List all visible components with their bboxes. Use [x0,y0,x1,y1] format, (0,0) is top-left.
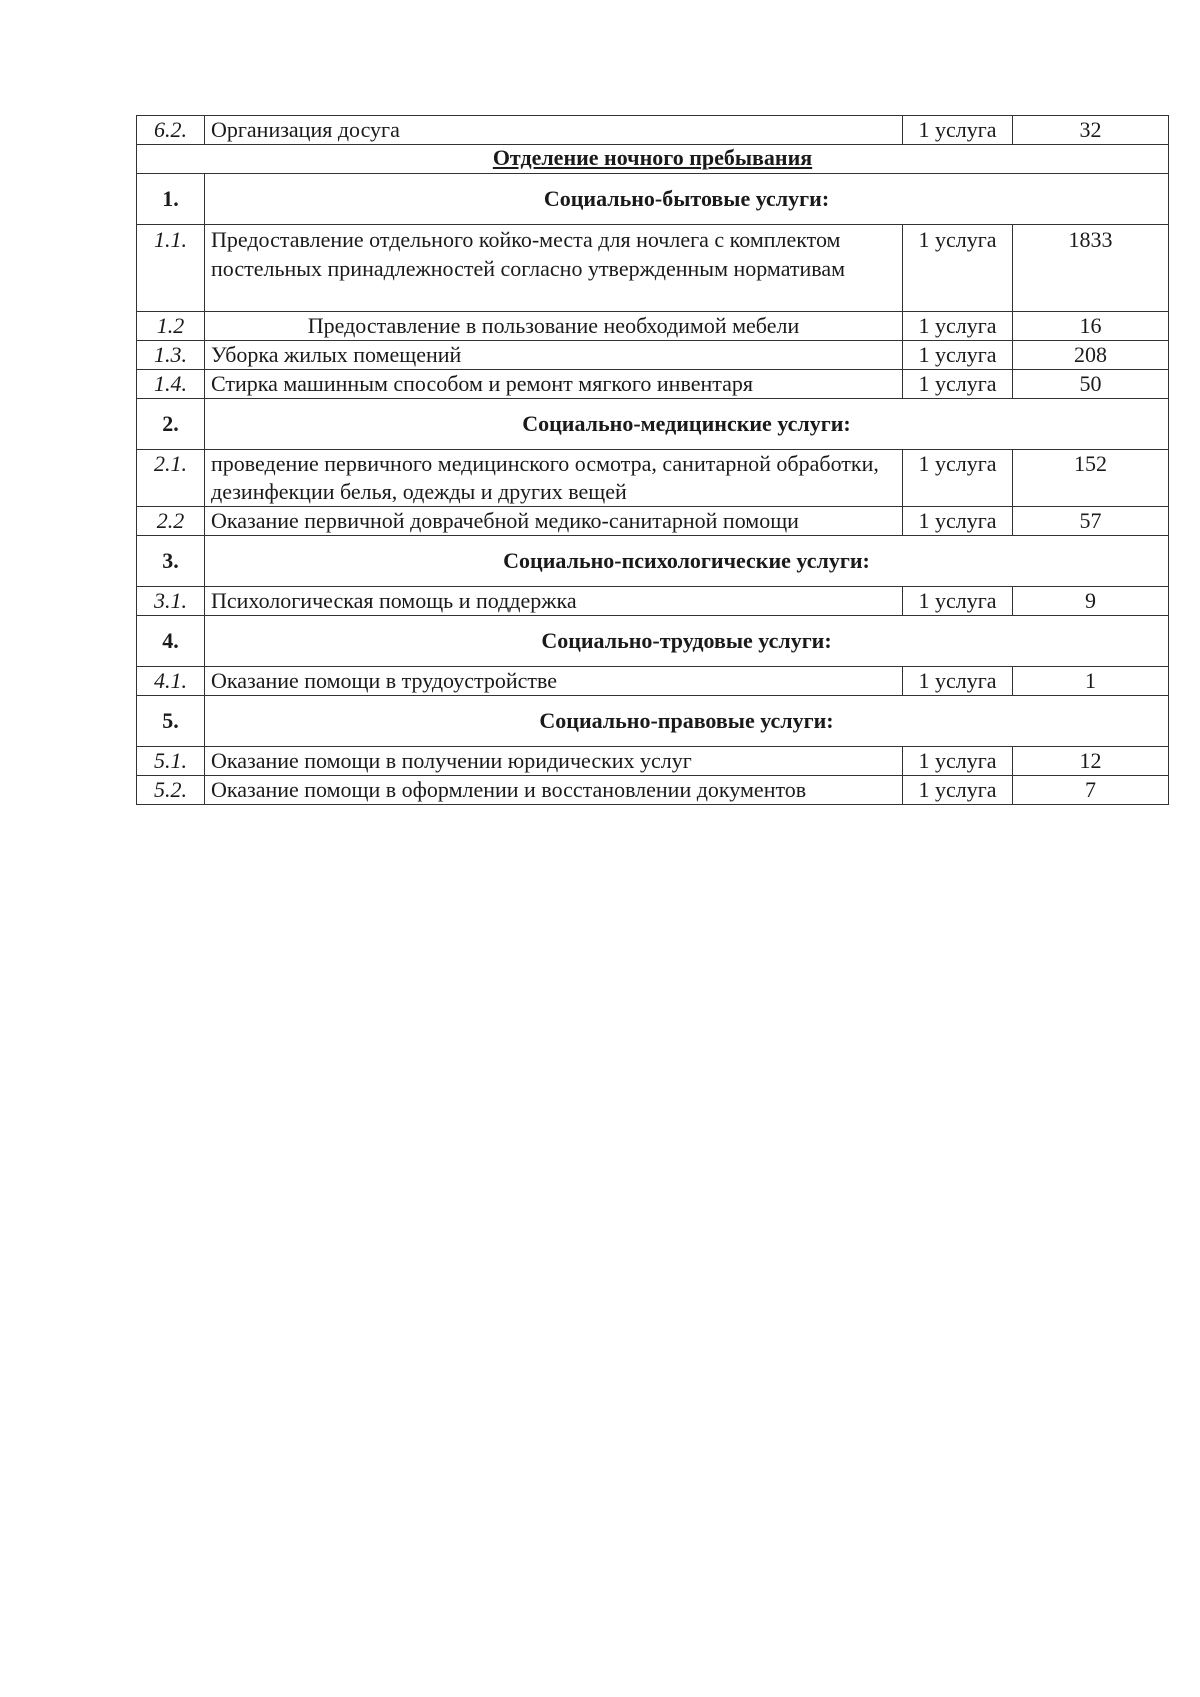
table-row [137,225,1169,312]
row-number: 5.1. [137,747,205,776]
service-quantity: 1 [1013,667,1169,696]
row-number: 1.2 [137,312,205,341]
service-quantity: 16 [1013,312,1169,341]
service-name: Стирка машинным способом и ремонт мягкого инвентаря [205,370,903,399]
section-number: 2. [137,399,205,450]
table-row [137,370,1169,399]
service-unit: 1 услуга [903,312,1013,341]
service-quantity: 208 [1013,341,1169,370]
row-number: 6.2. [137,116,205,145]
service-unit: 1 услуга [903,225,1013,312]
department-title-cell [137,145,1169,174]
table-row [137,116,1169,145]
service-name: Оказание помощи в оформлении и восстановлении документов [205,776,903,805]
section-number: 1. [137,174,205,225]
service-unit: 1 услуга [903,116,1013,145]
service-name: Оказание помощи в получении юридических услуг [205,747,903,776]
row-number: 2.1. [137,450,205,507]
service-unit: 1 услуга [903,747,1013,776]
row-number: 1.3. [137,341,205,370]
service-name: Оказание первичной доврачебной медико-санитарной помощи [205,507,903,536]
row-number: 3.1. [137,587,205,616]
row-number: 4.1. [137,667,205,696]
service-quantity: 57 [1013,507,1169,536]
section-header-row [137,616,1169,667]
section-header-row [137,696,1169,747]
section-title: Социально-медицинские услуги: [205,399,1169,450]
department-row [137,145,1169,174]
section-title: Социально-правовые услуги: [205,696,1169,747]
table-row [137,776,1169,805]
table-row [137,507,1169,536]
section-header-row [137,536,1169,587]
row-number: 1.4. [137,370,205,399]
service-name: Уборка жилых помещений [205,341,903,370]
row-number: 1.1. [137,225,205,312]
service-quantity: 1833 [1013,225,1169,312]
section-header-row [137,174,1169,225]
service-unit: 1 услуга [903,667,1013,696]
row-number: 5.2. [137,776,205,805]
service-unit: 1 услуга [903,450,1013,507]
service-unit: 1 услуга [903,370,1013,399]
service-quantity: 152 [1013,450,1169,507]
section-number: 5. [137,696,205,747]
table-row [137,667,1169,696]
table-row [137,587,1169,616]
service-quantity: 7 [1013,776,1169,805]
service-name: Предоставление в пользование необходимой мебели [205,312,903,341]
service-unit: 1 услуга [903,587,1013,616]
service-quantity: 32 [1013,116,1169,145]
section-header-row [137,399,1169,450]
service-name: проведение первичного медицинского осмотра, санитарной обработки, дезинфекции белья, одежды и других вещей [205,450,903,507]
service-quantity: 9 [1013,587,1169,616]
section-title: Социально-психологические услуги: [205,536,1169,587]
table-row [137,312,1169,341]
table-row [137,341,1169,370]
service-unit: 1 услуга [903,341,1013,370]
service-name: Оказание помощи в трудоустройстве [205,667,903,696]
service-name: Предоставление отдельного койко-места для ночлега с комплектом постельных принадлежностей согласно утвержденным нормативам [205,225,903,312]
service-unit: 1 услуга [903,776,1013,805]
section-number: 4. [137,616,205,667]
row-number: 2.2 [137,507,205,536]
section-title: Социально-бытовые услуги: [205,174,1169,225]
table-row [137,747,1169,776]
service-quantity: 50 [1013,370,1169,399]
section-number: 3. [137,536,205,587]
table-row [137,450,1169,507]
service-unit: 1 услуга [903,507,1013,536]
service-quantity: 12 [1013,747,1169,776]
service-name: Психологическая помощь и поддержка [205,587,903,616]
department-title: Отделение ночного пребывания [492,145,813,170]
service-name: Организация досуга [205,116,903,145]
services-table [136,115,1169,805]
section-title: Социально-трудовые услуги: [205,616,1169,667]
